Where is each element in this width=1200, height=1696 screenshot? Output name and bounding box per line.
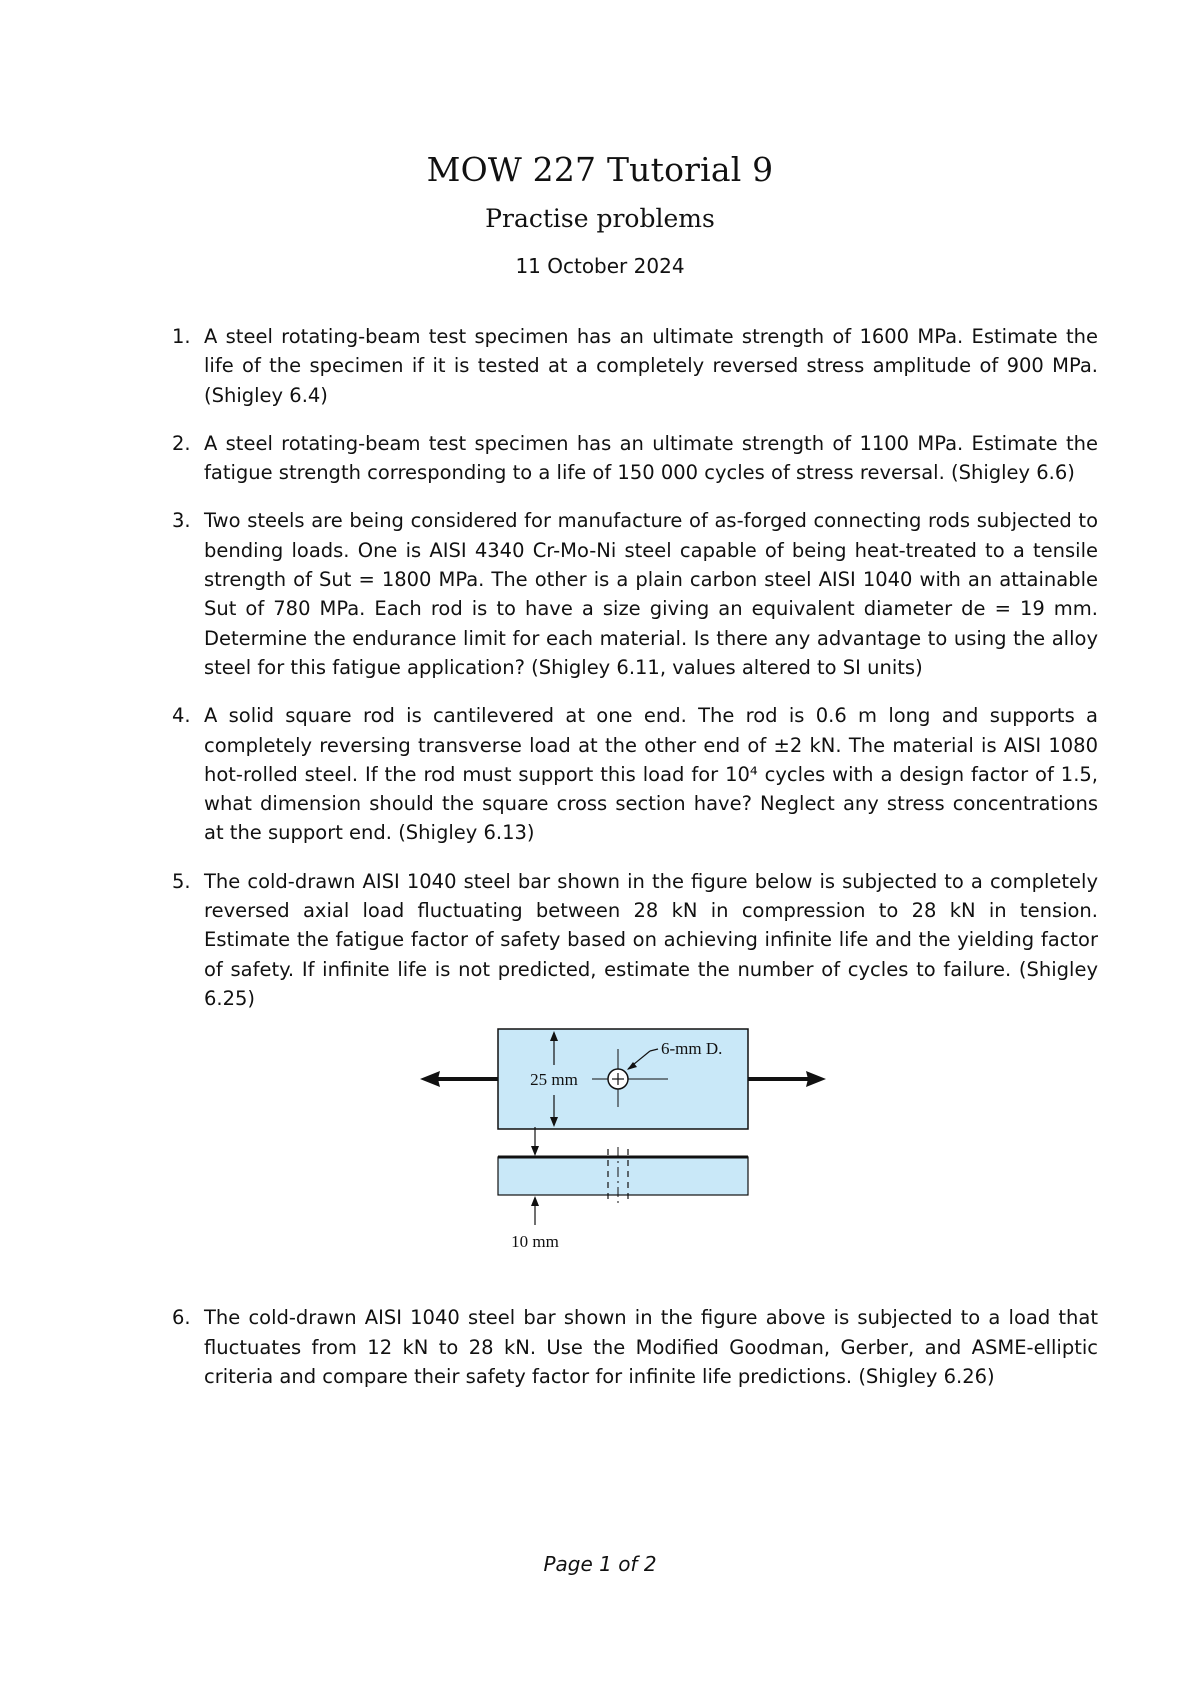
bar-side-view bbox=[498, 1157, 748, 1195]
thickness-label: 10 mm bbox=[511, 1232, 559, 1252]
problem-2 bbox=[172, 429, 1098, 488]
problem-text: A solid square rod is cantilevered at one end. The rod is 0.6 m long and supports a completely reversing transverse load at the other end of ±2 kN. The material is AISI 1080 hot-rolled steel. If the rod must support this load for 10⁴ cycles with a design factor of 1.5, what dimension should the square cross section have? Neglect any stress concentrations at the support end. (Shigley 6.13) bbox=[204, 704, 1098, 845]
page-subtitle: Practise problems bbox=[485, 204, 715, 233]
problem-number: 1. bbox=[172, 325, 191, 348]
page-title: MOW 227 Tutorial 9 bbox=[426, 150, 774, 189]
problem-text: Two steels are being considered for manufacture of as-forged connecting rods subjected to bending loads. One is AISI 4340 Cr-Mo-Ni steel capable of being heat-treated to a tensile strength of Sut = 1800 MPa. The other is a plain carbon steel AISI 1040 with an attainable Sut of 780 MPa. Each rod is to have a size giving an equivalent diameter de = 19 mm. Determine the endurance limit for each material. Is there any advantage to using the alloy steel for this fatigue application? (Shigley 6.11, values altered to SI units) bbox=[204, 509, 1098, 679]
bar-figure bbox=[172, 1019, 1098, 1281]
problem-5 bbox=[172, 867, 1098, 1013]
problem-3 bbox=[172, 506, 1098, 682]
problem-text: The cold-drawn AISI 1040 steel bar shown in the figure above is subjected to a load that fluctuates from 12 kN to 28 kN. Use the Modified Goodman, Gerber, and ASME-elliptic criteria and compare their safety factor for infinite life predictions. (Shigley 6.26) bbox=[204, 1306, 1098, 1388]
problem-text: A steel rotating-beam test specimen has an ultimate strength of 1100 MPa. Estimate the fatigue strength corresponding to a life of 150 000 cycles of stress reversal. (Shigley 6.6) bbox=[204, 431, 1098, 485]
problem-number: 5. bbox=[172, 869, 191, 893]
problem-4 bbox=[172, 701, 1098, 847]
problem-number: 6. bbox=[172, 1306, 191, 1330]
page-number: Page 1 of 2 bbox=[543, 1552, 657, 1576]
problem-number: 3. bbox=[172, 509, 191, 533]
problem-text: A steel rotating-beam test specimen has an ultimate strength of 1600 MPa. Estimate the life of the specimen if it is tested at a completely reversed stress amplitude of 900 MPa. (Shigley 6.4) bbox=[204, 325, 1098, 407]
width-label: 25 mm bbox=[530, 1070, 578, 1090]
left-load-arrowhead bbox=[420, 1071, 440, 1087]
problem-1 bbox=[172, 322, 1098, 410]
problem-number: 4. bbox=[172, 704, 191, 728]
problem-text: The cold-drawn AISI 1040 steel bar shown in the figure below is subjected to a completely reversed axial load fluctuating between 28 kN in compression to 28 kN in tension. Estimate the fatigue factor of safety based on achieving infinite life and the yielding factor of safety. If infinite life is not predicted, estimate the number of cycles to failure. (Shigley 6.25) bbox=[204, 869, 1098, 1010]
problem-number: 2. bbox=[172, 431, 191, 455]
hole-diameter-label: 6-mm D. bbox=[661, 1039, 723, 1059]
problem-list bbox=[172, 322, 1098, 1410]
right-load-arrowhead bbox=[806, 1071, 826, 1087]
thickness-dim-upper-head bbox=[531, 1146, 539, 1156]
problem-6 bbox=[172, 1303, 1098, 1391]
bar-figure-svg bbox=[172, 1019, 1098, 1281]
page-date: 11 October 2024 bbox=[515, 254, 685, 278]
thickness-dim-lower-head bbox=[531, 1196, 539, 1206]
